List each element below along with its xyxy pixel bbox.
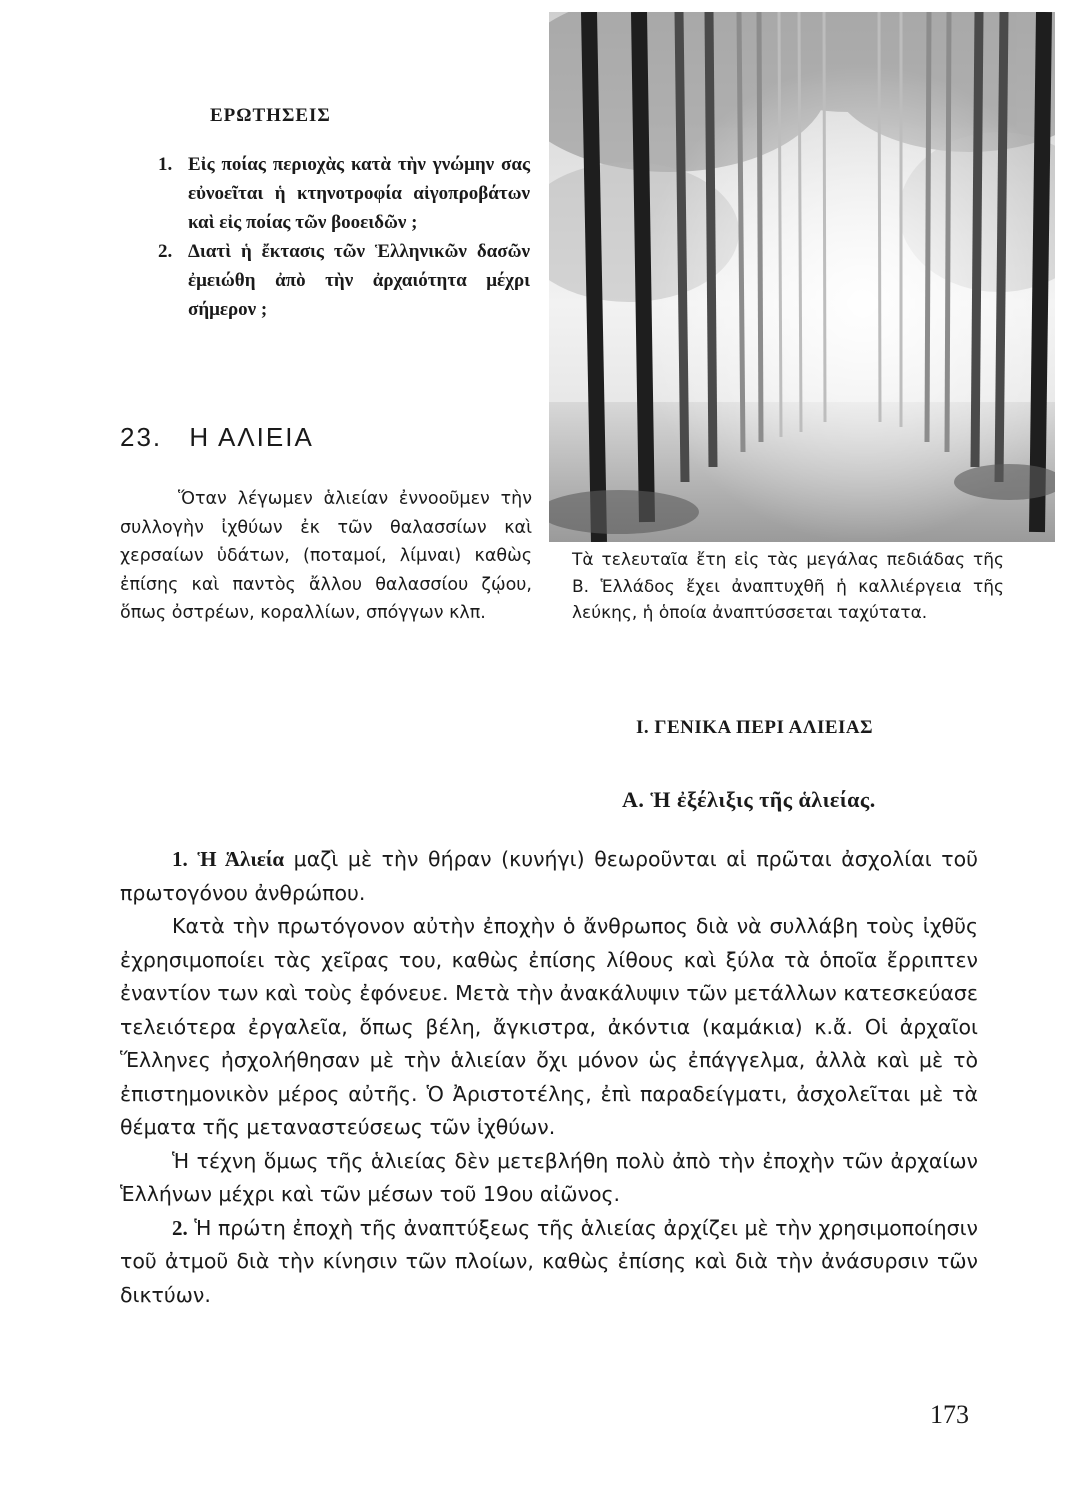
questions-list <box>158 150 530 324</box>
section-intro: Ὅταν λέγωμεν ἁλιείαν ἐννοοῦμεν τὴν συλλογὴν ἰχθύων ἐκ τῶν θαλασσίων καὶ χερσαίων ὑδάτων, (ποταμοί, λίμναι) καθὼς ἐπίσης καὶ παντὸς ἄλλου θαλασσίου ζῴου, ὅπως ὀστρέων, κοραλλίων, σπόγγων κλπ. <box>120 489 532 623</box>
questions-title: ΕΡΩΤΗΣΕΙΣ <box>210 105 331 126</box>
chapter-heading: Ι. ΓΕΝΙΚΑ ΠΕΡΙ ΑΛΙΕΙΑΣ <box>636 717 874 738</box>
paragraph-number: 1. <box>172 847 188 871</box>
paragraph-text: Ἡ πρώτη ἐποχὴ τῆς ἀναπτύξεως τῆς ἁλιείας ἀρχίζει μὲ τὴν χρησιμοποίησιν τοῦ ἀτμοῦ διὰ τὴν κίνησιν τῶν πλοίων, καθὼς ἐπίσης καὶ διὰ τὴν ἀνάσυρσιν τῶν δικτύων. <box>120 1215 978 1307</box>
paragraph <box>120 1212 978 1313</box>
question-item <box>158 150 530 237</box>
question-number: 2. <box>158 241 173 262</box>
section-title <box>120 422 314 453</box>
paragraph <box>120 843 978 910</box>
section-title-text: Η ΑΛΙΕΙΑ <box>189 422 314 452</box>
question-text: Εἰς ποίας περιοχὰς κατὰ τὴν γνώμην σας εὐνοεῖται ἡ κτηνοτροφία αἰγοπροβάτων καὶ εἰς ποίας τῶν βοοειδῶν ; <box>188 154 530 233</box>
paragraph-number: 2. <box>172 1215 188 1240</box>
chapter-subheading: Α. Ἡ ἐξέλιξις τῆς ἁλιείας. <box>622 787 876 812</box>
poplar-forest-illustration <box>549 12 1055 542</box>
page-number: 173 <box>930 1400 969 1429</box>
photo-caption: Τὰ τελευταῖα ἔτη εἰς τὰς μεγάλας πεδιάδας τῆς Β. Ἑλλάδος ἔχει ἀναπτυχθῆ ἡ καλλιέργεια τῆς λεύκης, ἡ ὁποία ἀναπτύσσεται ταχύτατα. <box>572 550 1004 623</box>
paragraph-text: μαζὶ μὲ τὴν θήραν (κυνήγι) θεωροῦνται αἱ πρῶται ἀσχολίαι τοῦ πρωτογόνου ἀνθρώπου. <box>120 847 978 905</box>
question-text: Διατὶ ἡ ἔκτασις τῶν Ἑλληνικῶν δασῶν ἐμειώθη ἀπὸ τὴν ἀρχαιότητα μέχρι σήμερον ; <box>188 241 530 320</box>
section-number: 23. <box>120 422 163 452</box>
lead-term: Ἡ Ἁλιεία <box>197 847 285 871</box>
body-text <box>120 843 978 1312</box>
poplar-forest-photo <box>549 12 1055 542</box>
question-number: 1. <box>158 154 173 175</box>
question-item <box>158 237 530 324</box>
paragraph: Ἡ τέχνη ὅμως τῆς ἁλιείας δὲν μετεβλήθη πολὺ ἀπὸ τὴν ἐποχὴν τῶν ἀρχαίων Ἑλλήνων μέχρι καὶ τῶν μέσων τοῦ 19ου αἰῶνος. <box>120 1148 978 1206</box>
paragraph: Κατὰ τὴν πρωτόγονον αὐτὴν ἐποχὴν ὁ ἄνθρωπος διὰ νὰ συλλάβη τοὺς ἰχθῦς ἐχρησιμοποίει τὰς χεῖρας του, καθὼς ἐπίσης λίθους καὶ ξύλα τὰ ὁποῖα ἔρριπτεν ἐναντίον των καὶ τοὺς ἐφόνευε. Μετὰ τὴν ἀνακάλυψιν τῶν μετάλλων κατεσκεύασε τελειότερα ἐργαλεῖα, ὅπως βέλη, ἄγκιστρα, ἀκόντια (καμάκια) κ.ἄ. Οἱ ἀρχαῖοι Ἕλληνες ἠσχολήθησαν μὲ τὴν ἁλιείαν ὄχι μόνον ὡς ἐπάγγελμα, ἀλλὰ καὶ μὲ τὸ ἐπιστημονικὸν μέρος αὐτῆς. Ὁ Ἀριστοτέλης, ἐπὶ παραδείγματι, ἀσχολεῖται μὲ τὰ θέματα τῆς μεταναστεύσεως τῶν ἰχθύων. <box>120 914 978 1139</box>
